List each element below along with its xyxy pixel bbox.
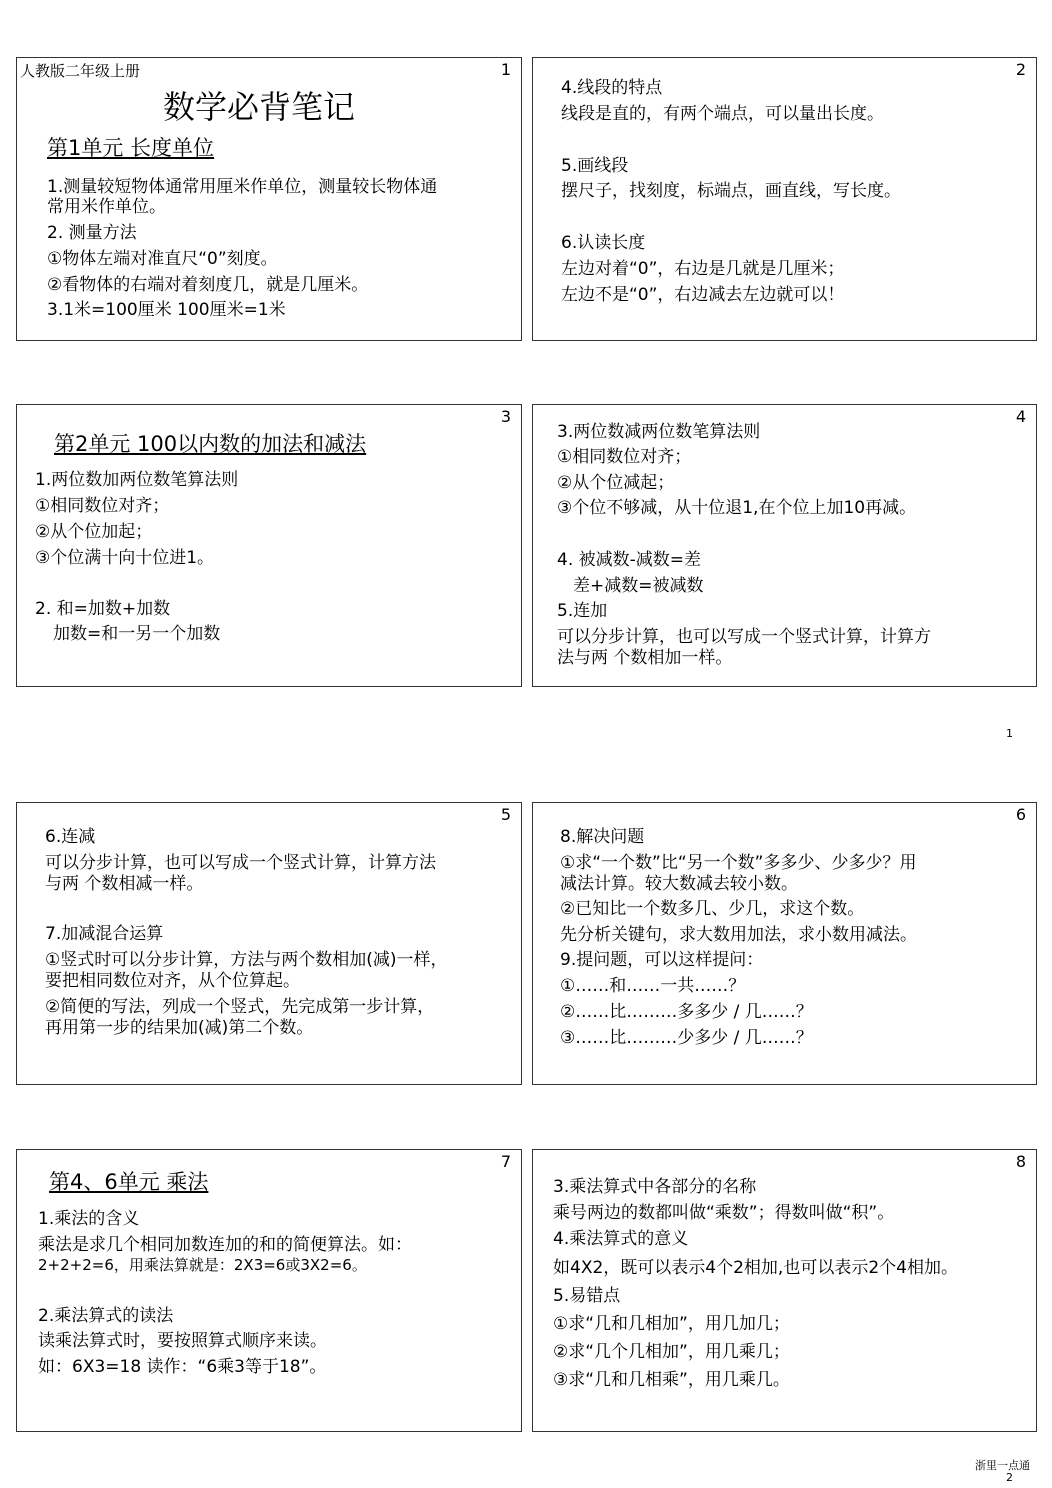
card-1: [16, 57, 522, 341]
card-number: 5: [500, 805, 511, 824]
text-line: 6.连减: [45, 827, 96, 847]
text-line: 3.两位数减两位数笔算法则: [557, 422, 761, 442]
text-line: ②从个位减起；: [557, 473, 675, 493]
page-number-top: 1: [1006, 727, 1013, 740]
card-3: [16, 404, 522, 687]
text-line: 与两 个数相减一样。: [45, 874, 204, 894]
page-number-bottom: 2: [1006, 1471, 1013, 1484]
card-number: 8: [1015, 1152, 1026, 1171]
edition-label: 人教版二年级上册: [20, 62, 141, 80]
card-number: 1: [500, 60, 511, 79]
text-line: 1.乘法的含义: [38, 1209, 140, 1229]
text-line: ①相同数位对齐；: [35, 496, 170, 516]
text-line: 常用米作单位。: [47, 197, 166, 217]
text-line: ②已知比一个数多几、少几，求这个数。: [560, 899, 865, 919]
text-line: 1.测量较短物体通常用厘米作单位，测量较长物体通: [47, 177, 438, 197]
text-line: ①求“几和几相加”，用几加几；: [553, 1314, 790, 1334]
card-number: 3: [500, 407, 511, 426]
text-line: 2+2+2=6，用乘法算就是：2X3=6或3X2=6。: [38, 1256, 367, 1274]
text-line: ②简便的写法，列成一个竖式，先完成第一步计算，: [45, 997, 435, 1017]
text-line: 摆尺子，找刻度，标端点，画直线，写长度。: [561, 181, 901, 201]
card-number: 6: [1015, 805, 1026, 824]
card-5: [16, 802, 522, 1085]
text-line: 左边对着“0”，右边是几就是几厘米；: [561, 259, 845, 279]
text-line: ②从个位加起；: [35, 522, 153, 542]
text-line: ①求“一个数”比“另一个数”多多少、少多少？用: [560, 853, 917, 873]
card-8: [532, 1149, 1037, 1432]
card-7: [16, 1149, 522, 1432]
text-line: 5.画线段: [561, 156, 629, 176]
text-line: 2.乘法算式的读法: [38, 1306, 174, 1326]
unit-heading: 第1单元 长度单位: [47, 136, 215, 160]
text-line: ②求“几个几相加”，用几乘几；: [553, 1342, 790, 1362]
text-line: 9.提问题，可以这样提问：: [560, 950, 764, 970]
card-4: [532, 404, 1037, 687]
text-line: 2. 和=加数+加数: [35, 599, 171, 619]
text-line: ①竖式时可以分步计算，方法与两个数相加(减)一样，: [45, 950, 448, 970]
text-line: ③个位不够减，从十位退1,在个位上加10再减。: [557, 498, 917, 518]
card-6: [532, 802, 1037, 1085]
text-line: 可以分步计算，也可以写成一个竖式计算，计算方: [557, 627, 931, 647]
text-line: 2. 测量方法: [47, 223, 137, 243]
card-number: 4: [1015, 407, 1026, 426]
text-line: ③求“几和几相乘”，用几乘几。: [553, 1370, 790, 1390]
footer-brand: 浙里一点通: [975, 1459, 1030, 1472]
text-line: 线段是直的，有两个端点，可以量出长度。: [561, 104, 884, 124]
text-line: 4. 被减数-减数=差: [557, 550, 702, 570]
text-line: 法与两 个数相加一样。: [557, 648, 733, 668]
text-line: 减法计算。较大数减去较小数。: [560, 874, 798, 894]
text-line: 6.认读长度: [561, 233, 646, 253]
text-line: ①物体左端对准直尺“0”刻度。: [47, 249, 278, 269]
text-line: 3.1米=100厘米 100厘米=1米: [47, 300, 286, 320]
text-line: 8.解决问题: [560, 827, 645, 847]
text-line: ②看物体的右端对着刻度几，就是几厘米。: [47, 275, 369, 295]
unit-heading: 第2单元 100以内数的加法和减法: [54, 432, 367, 456]
card-2: [532, 57, 1037, 341]
text-line: 加数=和一另一个加数: [53, 624, 221, 644]
text-line: 要把相同数位对齐，从个位算起。: [45, 971, 300, 991]
unit-heading: 第4、6单元 乘法: [49, 1170, 209, 1194]
text-line: 如4X2，既可以表示4个2相加,也可以表示2个4相加。: [553, 1258, 958, 1278]
text-line: 7.加减混合运算: [45, 924, 164, 944]
text-line: 5.易错点: [553, 1286, 621, 1306]
text-line: 乘法是求几个相同加数连加的和的简便算法。如：: [38, 1235, 412, 1255]
text-line: 4.线段的特点: [561, 78, 663, 98]
text-line: ②……比………多多少 / 几……？: [560, 1002, 813, 1022]
text-line: 4.乘法算式的意义: [553, 1229, 689, 1249]
text-line: 读乘法算式时，要按照算式顺序来读。: [38, 1331, 327, 1351]
card-number: 2: [1015, 60, 1026, 79]
text-line: 如：6X3=18 读作：“6乘3等于18”。: [38, 1357, 327, 1377]
text-line: 3.乘法算式中各部分的名称: [553, 1177, 757, 1197]
page-title: 数学必背笔记: [163, 88, 356, 126]
text-line: 乘号两边的数都叫做“乘数”；得数叫做“积”。: [553, 1203, 895, 1223]
text-line: 差+减数=被减数: [573, 576, 704, 596]
text-line: ③……比………少多少 / 几……？: [560, 1028, 813, 1048]
text-line: 先分析关键句，求大数用加法，求小数用减法。: [560, 925, 917, 945]
card-number: 7: [500, 1152, 511, 1171]
text-line: ①相同数位对齐；: [557, 447, 692, 467]
text-line: 5.连加: [557, 601, 608, 621]
text-line: ①……和……一共……？: [560, 976, 746, 996]
text-line: 可以分步计算，也可以写成一个竖式计算，计算方法: [45, 853, 436, 873]
text-line: 1.两位数加两位数笔算法则: [35, 470, 239, 490]
text-line: ③个位满十向十位进1。: [35, 548, 215, 568]
text-line: 左边不是“0”，右边减去左边就可以！: [561, 285, 845, 305]
text-line: 再用第一步的结果加(减)第二个数。: [45, 1018, 314, 1038]
